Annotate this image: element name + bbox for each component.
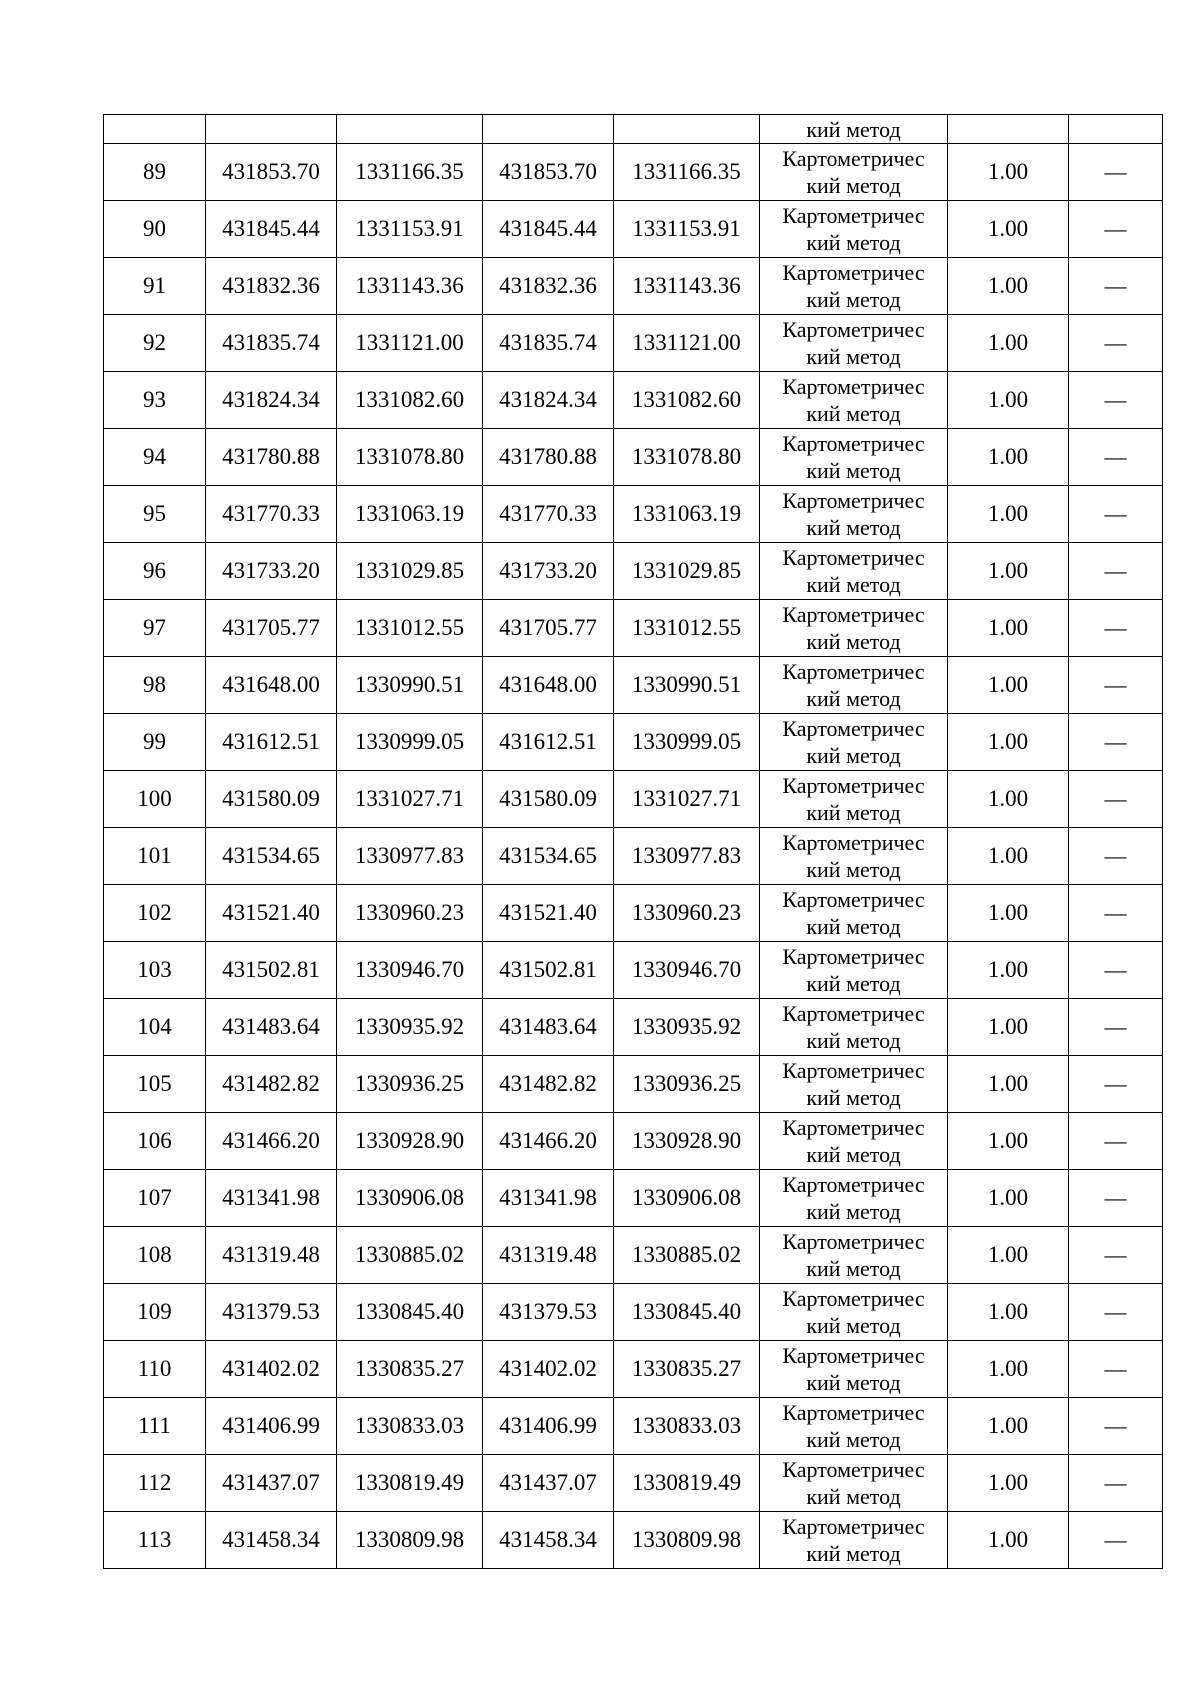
- cell-accuracy: 1.00: [948, 999, 1069, 1056]
- cell-y-existing: 1330977.83: [337, 828, 483, 885]
- cell-note: —: [1069, 201, 1163, 258]
- cell-note: —: [1069, 1284, 1163, 1341]
- method-line-1: Картометричес: [782, 1514, 925, 1539]
- method-line-1: Картометричес: [782, 1058, 925, 1083]
- cell-accuracy: 1.00: [948, 828, 1069, 885]
- cell-y-refined: 1331153.91: [614, 201, 760, 258]
- cell-y-existing: 1331153.91: [337, 201, 483, 258]
- table-row: [104, 1056, 1163, 1113]
- method-line-2: кий метод: [806, 629, 901, 654]
- cell-x-existing: 431482.82: [206, 1056, 337, 1113]
- method-line-1: Картометричес: [782, 374, 925, 399]
- cell-y-refined: 1331027.71: [614, 771, 760, 828]
- cell-x-existing: 431466.20: [206, 1113, 337, 1170]
- cell-accuracy: 1.00: [948, 657, 1069, 714]
- cell-x-refined: 431534.65: [483, 828, 614, 885]
- cell-point-number: 103: [104, 942, 206, 999]
- cell-accuracy: 1.00: [948, 885, 1069, 942]
- cell-method: [760, 999, 948, 1056]
- table-row: [104, 258, 1163, 315]
- cell-y-refined: 1330960.23: [614, 885, 760, 942]
- method-line-1: Картометричес: [782, 887, 925, 912]
- cell-note: —: [1069, 657, 1163, 714]
- method-line-1: Картометричес: [782, 260, 925, 285]
- cell-method: [760, 1512, 948, 1569]
- cell-x-refined: 431612.51: [483, 714, 614, 771]
- cell-note: —: [1069, 828, 1163, 885]
- cell-note: —: [1069, 1170, 1163, 1227]
- cell-x-refined: 431832.36: [483, 258, 614, 315]
- method-line-2: кий метод: [806, 743, 901, 768]
- cell-note: —: [1069, 372, 1163, 429]
- cell-x-refined: 431319.48: [483, 1227, 614, 1284]
- cell-accuracy: 1.00: [948, 1512, 1069, 1569]
- cell-x-existing: 431780.88: [206, 429, 337, 486]
- method-line-1: Картометричес: [782, 146, 925, 171]
- cell-y-refined: 1331121.00: [614, 315, 760, 372]
- cell-method: [760, 942, 948, 999]
- cell-x-existing: 431402.02: [206, 1341, 337, 1398]
- cell-y-existing: 1330835.27: [337, 1341, 483, 1398]
- cell-y-refined: 1330936.25: [614, 1056, 760, 1113]
- table-row: [104, 315, 1163, 372]
- cell-point-number: 102: [104, 885, 206, 942]
- cell-y-existing: 1330936.25: [337, 1056, 483, 1113]
- method-line-1: Картометричес: [782, 203, 925, 228]
- cell-y-refined: 1330885.02: [614, 1227, 760, 1284]
- cell-note: —: [1069, 315, 1163, 372]
- table-row: [104, 828, 1163, 885]
- cell-x-refined: 431580.09: [483, 771, 614, 828]
- cell-x-existing: 431648.00: [206, 657, 337, 714]
- method-line-2: кий метод: [806, 173, 901, 198]
- cell-point-number: 112: [104, 1455, 206, 1512]
- method-line-1: Картометричес: [782, 602, 925, 627]
- method-line-2: кий метод: [806, 287, 901, 312]
- cell-accuracy: 1.00: [948, 1113, 1069, 1170]
- cell-note: —: [1069, 600, 1163, 657]
- cell-accuracy: 1.00: [948, 486, 1069, 543]
- method-line-2: кий метод: [806, 1427, 901, 1452]
- table-row: [104, 201, 1163, 258]
- cell-method: [760, 714, 948, 771]
- cell-accuracy: 1.00: [948, 372, 1069, 429]
- cell-y-existing: 1331078.80: [337, 429, 483, 486]
- method-line-1: Картометричес: [782, 1115, 925, 1140]
- cell-note: —: [1069, 1113, 1163, 1170]
- cell-x-refined: 431458.34: [483, 1512, 614, 1569]
- method-line-1: Картометричес: [782, 773, 925, 798]
- cell-x-refined: 431853.70: [483, 144, 614, 201]
- cell-point-number: 113: [104, 1512, 206, 1569]
- cell-accuracy: 1.00: [948, 1170, 1069, 1227]
- method-line-2: кий метод: [806, 230, 901, 255]
- method-line-1: Картометричес: [782, 1001, 925, 1026]
- cell-x-refined: 431341.98: [483, 1170, 614, 1227]
- cell-y-existing: 1330833.03: [337, 1398, 483, 1455]
- cell-accuracy: 1.00: [948, 1227, 1069, 1284]
- cell-accuracy: 1.00: [948, 714, 1069, 771]
- cell-method: [760, 600, 948, 657]
- cell-y-refined: 1331029.85: [614, 543, 760, 600]
- method-line-2: кий метод: [806, 344, 901, 369]
- cell-x-existing: 431458.34: [206, 1512, 337, 1569]
- cell-method: [760, 258, 948, 315]
- cell-point-number: 94: [104, 429, 206, 486]
- cell-y-existing: 1331029.85: [337, 543, 483, 600]
- cell-note: —: [1069, 885, 1163, 942]
- cell-y-existing: 1331082.60: [337, 372, 483, 429]
- cell-x-refined: 431648.00: [483, 657, 614, 714]
- cell-method: [760, 828, 948, 885]
- cell-y-refined: 1330845.40: [614, 1284, 760, 1341]
- cell-point-number: 107: [104, 1170, 206, 1227]
- cell-note: —: [1069, 999, 1163, 1056]
- cell-y-existing: 1330960.23: [337, 885, 483, 942]
- method-line-1: Картометричес: [782, 317, 925, 342]
- method-line-2: кий метод: [806, 1028, 901, 1053]
- table-row: [104, 429, 1163, 486]
- cell-empty: [206, 115, 337, 144]
- cell-note: —: [1069, 1398, 1163, 1455]
- method-line-2: кий метод: [806, 857, 901, 882]
- table-row: [104, 1284, 1163, 1341]
- cell-accuracy: 1.00: [948, 144, 1069, 201]
- cell-point-number: 99: [104, 714, 206, 771]
- cell-y-refined: 1330809.98: [614, 1512, 760, 1569]
- cell-x-existing: 431705.77: [206, 600, 337, 657]
- cell-point-number: 109: [104, 1284, 206, 1341]
- cell-method: [760, 885, 948, 942]
- method-line-1: Картометричес: [782, 488, 925, 513]
- cell-y-existing: 1330809.98: [337, 1512, 483, 1569]
- method-line-2: кий метод: [806, 1199, 901, 1224]
- cell-x-existing: 431580.09: [206, 771, 337, 828]
- cell-y-refined: 1330835.27: [614, 1341, 760, 1398]
- cell-y-existing: 1330928.90: [337, 1113, 483, 1170]
- cell-empty: [483, 115, 614, 144]
- cell-method: [760, 1341, 948, 1398]
- cell-empty: [337, 115, 483, 144]
- cell-x-refined: 431705.77: [483, 600, 614, 657]
- cell-y-existing: 1330845.40: [337, 1284, 483, 1341]
- table-row: [104, 1341, 1163, 1398]
- cell-y-existing: 1330990.51: [337, 657, 483, 714]
- cell-x-refined: 431483.64: [483, 999, 614, 1056]
- cell-point-number: 97: [104, 600, 206, 657]
- method-line-2: кий метод: [806, 800, 901, 825]
- cell-method: [760, 1455, 948, 1512]
- cell-y-existing: 1331166.35: [337, 144, 483, 201]
- cell-method: [760, 1170, 948, 1227]
- cell-y-existing: 1330999.05: [337, 714, 483, 771]
- table-row: [104, 1170, 1163, 1227]
- cell-y-refined: 1331082.60: [614, 372, 760, 429]
- continuation-row: [104, 115, 1163, 144]
- cell-x-refined: 431379.53: [483, 1284, 614, 1341]
- cell-x-refined: 431835.74: [483, 315, 614, 372]
- cell-y-refined: 1330819.49: [614, 1455, 760, 1512]
- method-line-1: Картометричес: [782, 944, 925, 969]
- cell-note: —: [1069, 1056, 1163, 1113]
- cell-method: [760, 771, 948, 828]
- table-row: [104, 885, 1163, 942]
- table-body: [104, 115, 1163, 1569]
- cell-method: [760, 1113, 948, 1170]
- cell-point-number: 92: [104, 315, 206, 372]
- cell-x-refined: 431402.02: [483, 1341, 614, 1398]
- cell-x-existing: 431534.65: [206, 828, 337, 885]
- cell-x-refined: 431502.81: [483, 942, 614, 999]
- method-line-2: кий метод: [806, 458, 901, 483]
- method-line-1: Картометричес: [782, 659, 925, 684]
- cell-x-refined: 431733.20: [483, 543, 614, 600]
- cell-accuracy: 1.00: [948, 600, 1069, 657]
- table-row: [104, 771, 1163, 828]
- cell-point-number: 96: [104, 543, 206, 600]
- table-row: [104, 144, 1163, 201]
- method-line-2: кий метод: [806, 515, 901, 540]
- method-line-2: кий метод: [806, 1370, 901, 1395]
- cell-point-number: 98: [104, 657, 206, 714]
- method-line-1: Картометричес: [782, 1286, 925, 1311]
- cell-x-existing: 431341.98: [206, 1170, 337, 1227]
- cell-note: —: [1069, 258, 1163, 315]
- method-line-1: Картометричес: [782, 431, 925, 456]
- cell-y-refined: 1330935.92: [614, 999, 760, 1056]
- cell-x-existing: 431502.81: [206, 942, 337, 999]
- cell-x-refined: 431406.99: [483, 1398, 614, 1455]
- cell-empty: [614, 115, 760, 144]
- cell-accuracy: 1.00: [948, 1455, 1069, 1512]
- cell-accuracy: 1.00: [948, 771, 1069, 828]
- cell-point-number: 104: [104, 999, 206, 1056]
- method-line-1: Картометричес: [782, 1457, 925, 1482]
- cell-x-existing: 431612.51: [206, 714, 337, 771]
- cell-y-existing: 1330906.08: [337, 1170, 483, 1227]
- cell-empty: [104, 115, 206, 144]
- cell-note: —: [1069, 942, 1163, 999]
- cell-x-refined: 431437.07: [483, 1455, 614, 1512]
- method-line-2: кий метод: [806, 686, 901, 711]
- method-line-1: Картометричес: [782, 545, 925, 570]
- method-line-1: Картометричес: [782, 830, 925, 855]
- cell-y-refined: 1330990.51: [614, 657, 760, 714]
- cell-x-existing: 431379.53: [206, 1284, 337, 1341]
- cell-point-number: 101: [104, 828, 206, 885]
- cell-accuracy: 1.00: [948, 315, 1069, 372]
- cell-method: [760, 372, 948, 429]
- cell-method: [760, 543, 948, 600]
- cell-y-refined: 1330946.70: [614, 942, 760, 999]
- cell-x-refined: 431770.33: [483, 486, 614, 543]
- cell-x-refined: 431845.44: [483, 201, 614, 258]
- cell-note: —: [1069, 1341, 1163, 1398]
- cell-point-number: 108: [104, 1227, 206, 1284]
- method-line-2: кий метод: [806, 971, 901, 996]
- table-row: [104, 942, 1163, 999]
- cell-method: [760, 315, 948, 372]
- cell-x-existing: 431845.44: [206, 201, 337, 258]
- table-row: [104, 600, 1163, 657]
- table-row: [104, 657, 1163, 714]
- cell-note: —: [1069, 1512, 1163, 1569]
- cell-accuracy: 1.00: [948, 543, 1069, 600]
- cell-method: [760, 1284, 948, 1341]
- cell-point-number: 89: [104, 144, 206, 201]
- cell-accuracy: 1.00: [948, 1398, 1069, 1455]
- cell-method-continuation: кий метод: [760, 115, 948, 144]
- cell-y-existing: 1330935.92: [337, 999, 483, 1056]
- cell-x-refined: 431466.20: [483, 1113, 614, 1170]
- method-line-2: кий метод: [806, 1541, 901, 1566]
- cell-note: —: [1069, 429, 1163, 486]
- table-row: [104, 372, 1163, 429]
- cell-y-existing: 1331012.55: [337, 600, 483, 657]
- cell-y-existing: 1330885.02: [337, 1227, 483, 1284]
- method-line-2: кий метод: [806, 1142, 901, 1167]
- cell-method: [760, 1056, 948, 1113]
- cell-y-refined: 1331143.36: [614, 258, 760, 315]
- cell-y-refined: 1331012.55: [614, 600, 760, 657]
- table-row: [104, 1455, 1163, 1512]
- cell-method: [760, 429, 948, 486]
- cell-accuracy: 1.00: [948, 258, 1069, 315]
- cell-y-refined: 1331063.19: [614, 486, 760, 543]
- table-row: [104, 1227, 1163, 1284]
- method-line-2: кий метод: [806, 1256, 901, 1281]
- cell-x-existing: 431853.70: [206, 144, 337, 201]
- cell-point-number: 110: [104, 1341, 206, 1398]
- cell-note: —: [1069, 714, 1163, 771]
- method-line-1: Картометричес: [782, 1172, 925, 1197]
- cell-x-refined: 431482.82: [483, 1056, 614, 1113]
- cell-method: [760, 144, 948, 201]
- cell-point-number: 105: [104, 1056, 206, 1113]
- table-row: [104, 1398, 1163, 1455]
- method-line-2: кий метод: [806, 1085, 901, 1110]
- method-line-2: кий метод: [806, 572, 901, 597]
- table-row: [104, 486, 1163, 543]
- method-line-1: Картометричес: [782, 1229, 925, 1254]
- method-line-2: кий метод: [806, 401, 901, 426]
- cell-y-existing: 1330946.70: [337, 942, 483, 999]
- cell-x-refined: 431824.34: [483, 372, 614, 429]
- cell-y-existing: 1331027.71: [337, 771, 483, 828]
- cell-y-refined: 1330833.03: [614, 1398, 760, 1455]
- method-line-1: Картометричес: [782, 1400, 925, 1425]
- cell-accuracy: 1.00: [948, 1056, 1069, 1113]
- method-line-2: кий метод: [806, 914, 901, 939]
- method-line-1: Картометричес: [782, 1343, 925, 1368]
- table-row: [104, 1512, 1163, 1569]
- cell-y-existing: 1331063.19: [337, 486, 483, 543]
- cell-method: [760, 1398, 948, 1455]
- cell-point-number: 93: [104, 372, 206, 429]
- cell-accuracy: 1.00: [948, 201, 1069, 258]
- cell-note: —: [1069, 486, 1163, 543]
- cell-x-existing: 431733.20: [206, 543, 337, 600]
- cell-note: —: [1069, 1455, 1163, 1512]
- cell-point-number: 90: [104, 201, 206, 258]
- cell-y-refined: 1330906.08: [614, 1170, 760, 1227]
- cell-method: [760, 1227, 948, 1284]
- cell-x-refined: 431521.40: [483, 885, 614, 942]
- cell-x-existing: 431835.74: [206, 315, 337, 372]
- cell-x-existing: 431319.48: [206, 1227, 337, 1284]
- cell-y-existing: 1331143.36: [337, 258, 483, 315]
- cell-x-existing: 431832.36: [206, 258, 337, 315]
- cell-accuracy: 1.00: [948, 942, 1069, 999]
- cell-point-number: 106: [104, 1113, 206, 1170]
- cell-x-existing: 431406.99: [206, 1398, 337, 1455]
- cell-y-existing: 1331121.00: [337, 315, 483, 372]
- cell-x-existing: 431824.34: [206, 372, 337, 429]
- cell-x-existing: 431521.40: [206, 885, 337, 942]
- cell-y-refined: 1331078.80: [614, 429, 760, 486]
- cell-y-refined: 1330977.83: [614, 828, 760, 885]
- cell-point-number: 91: [104, 258, 206, 315]
- cell-note: —: [1069, 1227, 1163, 1284]
- method-line-2: кий метод: [806, 1313, 901, 1338]
- cell-method: [760, 486, 948, 543]
- cell-point-number: 111: [104, 1398, 206, 1455]
- table-row: [104, 999, 1163, 1056]
- coordinates-table: [103, 114, 1163, 1569]
- cell-method: [760, 201, 948, 258]
- cell-point-number: 95: [104, 486, 206, 543]
- cell-method: [760, 657, 948, 714]
- cell-y-refined: 1330928.90: [614, 1113, 760, 1170]
- table-row: [104, 1113, 1163, 1170]
- cell-y-refined: 1331166.35: [614, 144, 760, 201]
- cell-x-existing: 431770.33: [206, 486, 337, 543]
- method-line-1: Картометричес: [782, 716, 925, 741]
- cell-y-existing: 1330819.49: [337, 1455, 483, 1512]
- cell-note: —: [1069, 543, 1163, 600]
- cell-note: —: [1069, 144, 1163, 201]
- cell-y-refined: 1330999.05: [614, 714, 760, 771]
- method-line-2: кий метод: [806, 1484, 901, 1509]
- table-row: [104, 714, 1163, 771]
- cell-point-number: 100: [104, 771, 206, 828]
- table-row: [104, 543, 1163, 600]
- cell-x-existing: 431483.64: [206, 999, 337, 1056]
- cell-x-refined: 431780.88: [483, 429, 614, 486]
- cell-empty: [1069, 115, 1163, 144]
- cell-x-existing: 431437.07: [206, 1455, 337, 1512]
- cell-empty: [948, 115, 1069, 144]
- cell-note: —: [1069, 771, 1163, 828]
- cell-accuracy: 1.00: [948, 1341, 1069, 1398]
- cell-accuracy: 1.00: [948, 429, 1069, 486]
- cell-accuracy: 1.00: [948, 1284, 1069, 1341]
